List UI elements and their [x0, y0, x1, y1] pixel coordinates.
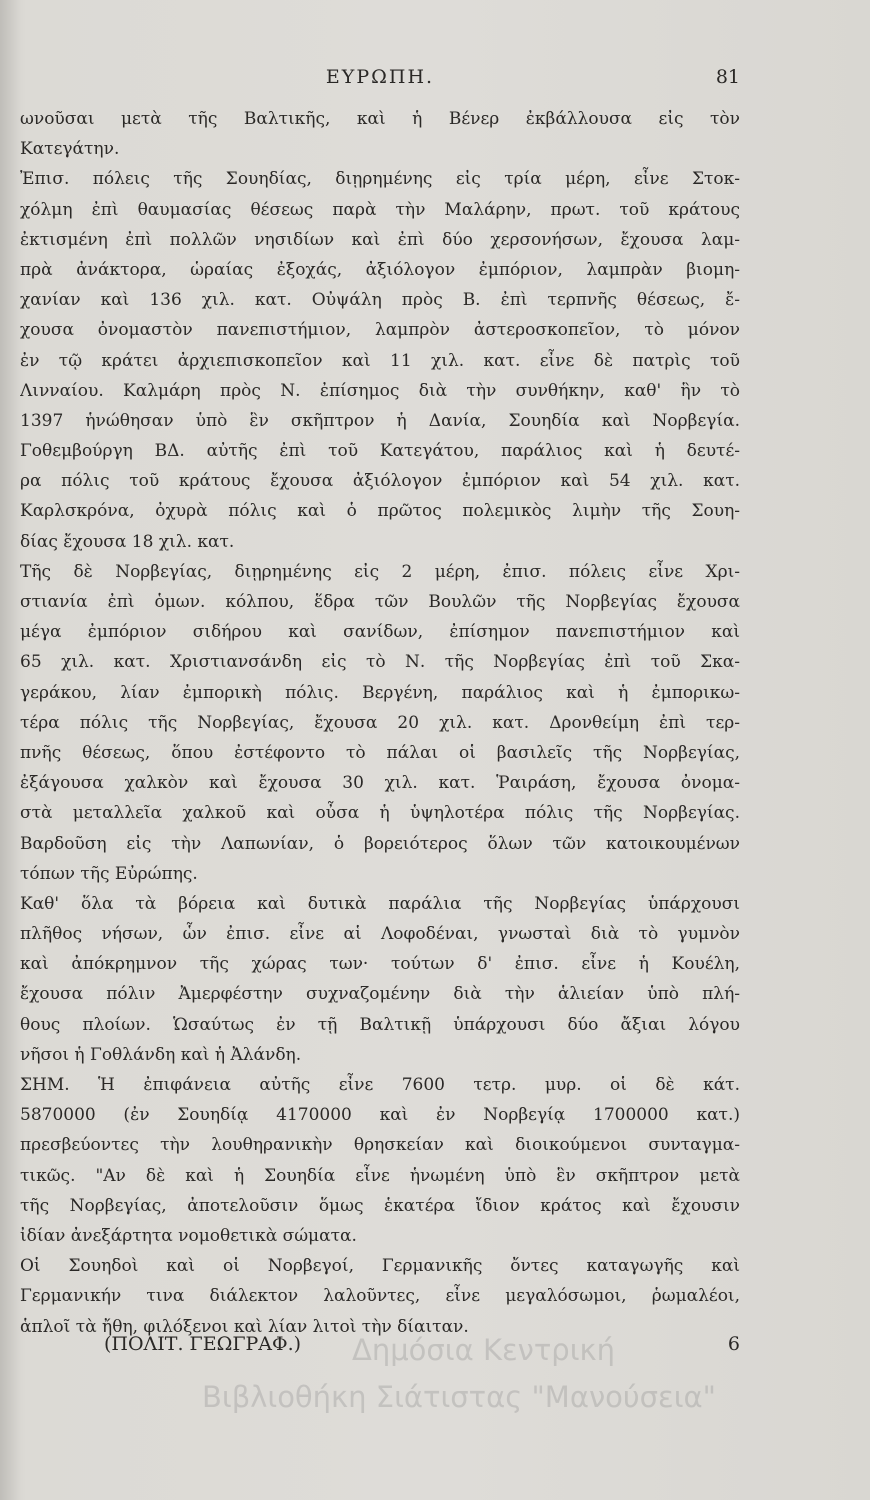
text-line: στὰ μεταλλεῖα χαλκοῦ καὶ οὖσα ἡ ὑψηλοτέρα πόλις τῆς Νορβεγίας.	[20, 803, 740, 824]
text-line: Καρλσκρόνα, ὀχυρὰ πόλις καὶ ὁ πρῶτος πολεμικὸς λιμὴν τῆς Σουη-	[20, 501, 740, 522]
text-line: Γοθεμβούργη ΒΔ. αὐτῆς ἐπὶ τοῦ Κατεγάτου, παράλιος καὶ ἡ δευτέ-	[20, 441, 740, 462]
text-line: ἔχουσα πόλιν Ἀμερφέστην συχναζομένην διὰ τὴν ἁλιείαν ὑπὸ πλή-	[20, 984, 740, 1005]
running-title: ΕΥΡΩΠΗ.	[325, 66, 435, 88]
text-line: Γερμανικήν τινα διάλεκτον λαλοῦντες, εἶνε μεγαλόσωμοι, ῥωμαλέοι,	[20, 1286, 740, 1307]
signature-mark: 6	[727, 1333, 740, 1355]
text-line: τῆς Νορβεγίας, ἀποτελοῦσιν ὅμως ἑκατέρα ἴδιον κράτος καὶ ἔχουσιν	[20, 1195, 740, 1216]
text-line: 1397 ἡνώθησαν ὑπὸ ἓν σκῆπτρον ἡ Δανία, Σουηδία καὶ Νορβεγία.	[20, 410, 740, 431]
text-line: ἰδίαν ἀνεξάρτητα νομοθετικὰ σώματα.	[20, 1225, 357, 1246]
text-line: πρεσβεύοντες τὴν λουθηρανικὴν θρησκείαν καὶ διοικούμενοι συνταγμα-	[20, 1135, 740, 1156]
text-line: δίας ἔχουσα 18 χιλ. κατ.	[20, 531, 235, 552]
footer-abbreviation: (ΠΟΛΙΤ. ΓΕΩΓΡΑΦ.)	[104, 1333, 302, 1355]
body-text	[20, 104, 740, 1342]
text-line: χανίαν καὶ 136 χιλ. κατ. Οὐψάλη πρὸς Β. ἐπὶ τερπνῆς θέσεως, ἔ-	[20, 290, 740, 311]
text-line: ἐν τῷ κράτει ἀρχιεπισκοπεῖον καὶ 11 χιλ. κατ. εἶνε δὲ πατρὶς τοῦ	[20, 350, 740, 371]
text-line: καὶ ἀπόκρημνον τῆς χώρας των· τούτων δ' ἐπισ. εἶνε ἡ Κουέλη,	[20, 954, 740, 975]
text-line: πνῆς θέσεως, ὅπου ἐστέφοντο τὸ πάλαι οἱ βασιλεῖς τῆς Νορβεγίας,	[20, 742, 740, 763]
text-line: χόλμη ἐπὶ θαυμασίας θέσεως παρὰ τὴν Μαλάρην, πρωτ. τοῦ κράτους	[20, 199, 740, 220]
text-line: μέγα ἐμπόριον σιδήρου καὶ σανίδων, ἐπίσημον πανεπιστήμιον καὶ	[20, 622, 740, 643]
text-line: Τῆς δὲ Νορβεγίας, διῃρημένης εἰς 2 μέρη, ἐπισ. πόλεις εἶνε Χρι-	[20, 561, 740, 582]
text-line: ἁπλοῖ τὰ ἤθη, φιλόξενοι καὶ λίαν λιτοὶ τὴν δίαιταν.	[20, 1316, 469, 1337]
text-line: πρὰ ἀνάκτορα, ὡραίας ἐξοχάς, ἀξιόλογον ἐμπόριον, λαμπρὰν βιομη-	[20, 259, 740, 280]
text-line: 5870000 (ἐν Σουηδίᾳ 4170000 καὶ ἐν Νορβεγίᾳ 1700000 κατ.)	[20, 1105, 740, 1126]
text-line: χουσα ὀνομαστὸν πανεπιστήμιον, λαμπρὸν ἀστεροσκοπεῖον, τὸ μόνον	[20, 320, 740, 341]
text-line: Οἱ Σουηδοὶ καὶ οἱ Νορβεγοί, Γερμανικῆς ὄντες καταγωγῆς καὶ	[20, 1256, 740, 1277]
text-line: ἐξάγουσα χαλκὸν καὶ ἔχουσα 30 χιλ. κατ. Ῥαιράση, ἔχουσα ὀνομα-	[20, 773, 740, 794]
text-line: στιανία ἐπὶ ὁμων. κόλπου, ἕδρα τῶν Βουλῶν τῆς Νορβεγίας ἔχουσα	[20, 592, 740, 612]
binding-shadow	[0, 0, 20, 1500]
text-line: τικῶς. "Αν δὲ καὶ ἡ Σουηδία εἶνε ἡνωμένη ὑπὸ ἓν σκῆπτρον μετὰ	[20, 1165, 740, 1186]
text-line: τέρα πόλις τῆς Νορβεγίας, ἔχουσα 20 χιλ. κατ. Δρονθείμη ἐπὶ τερ-	[20, 712, 740, 733]
text-line: ἐκτισμένη ἐπὶ πολλῶν νησιδίων καὶ ἐπὶ δύο χερσονήσων, ἔχουσα λαμ-	[20, 229, 740, 250]
library-watermark-line2: Βιβλιοθήκη Σιάτιστας "Μανούσεια"	[202, 1380, 716, 1414]
text-line: ωνοῦσαι μετὰ τῆς Βαλτικῆς, καὶ ἡ Βένερ ἐκβάλλουσα εἰς τὸν	[20, 109, 740, 129]
text-line: ΣΗΜ. Ἡ ἐπιφάνεια αὐτῆς εἶνε 7600 τετρ. μυρ. οἱ δὲ κάτ.	[20, 1075, 740, 1095]
page-header	[20, 66, 740, 90]
text-line: γεράκου, λίαν ἐμπορικὴ πόλις. Βεργένη, παράλιος καὶ ἡ ἐμπορικω-	[20, 682, 740, 703]
page-number: 81	[715, 66, 740, 88]
text-line: Λινναίου. Καλμάρη πρὸς Ν. ἐπίσημος διὰ τὴν συνθήκην, καθ' ἣν τὸ	[20, 380, 740, 401]
text-line: ρα πόλις τοῦ κράτους ἔχουσα ἀξιόλογον ἐμπόριον καὶ 54 χιλ. κατ.	[20, 471, 740, 492]
text-line: τόπων τῆς Εὐρώπης.	[20, 863, 198, 884]
text-line: Ἐπισ. πόλεις τῆς Σουηδίας, διῃρημένης εἰς τρία μέρη, εἶνε Στοκ-	[20, 169, 740, 190]
text-line: Βαρδοῦση εἰς τὴν Λαπωνίαν, ὁ βορειότερος ὅλων τῶν κατοικουμένων	[20, 833, 740, 854]
text-line: θους πλοίων. Ὡσαύτως ἐν τῇ Βαλτικῇ ὑπάρχουσι δύο ἄξιαι λόγου	[20, 1014, 740, 1035]
text-line: Καθ' ὅλα τὰ βόρεια καὶ δυτικὰ παράλια τῆς Νορβεγίας ὑπάρχουσι	[20, 893, 740, 914]
text-line: Κατεγάτην.	[20, 139, 120, 160]
library-watermark-line1: Δημόσια Κεντρική	[352, 1333, 615, 1367]
text-line: πλῆθος νήσων, ὧν ἐπισ. εἶνε αἱ Λοφοδέναι, γνωσταὶ διὰ τὸ γυμνὸν	[20, 924, 740, 945]
text-line: 65 χιλ. κατ. Χριστιανσάνδη εἰς τὸ Ν. τῆς Νορβεγίας ἐπὶ τοῦ Σκα-	[20, 652, 740, 673]
text-line: νῆσοι ἡ Γοθλάνδη καὶ ἡ Ἀλάνδη.	[20, 1044, 302, 1065]
